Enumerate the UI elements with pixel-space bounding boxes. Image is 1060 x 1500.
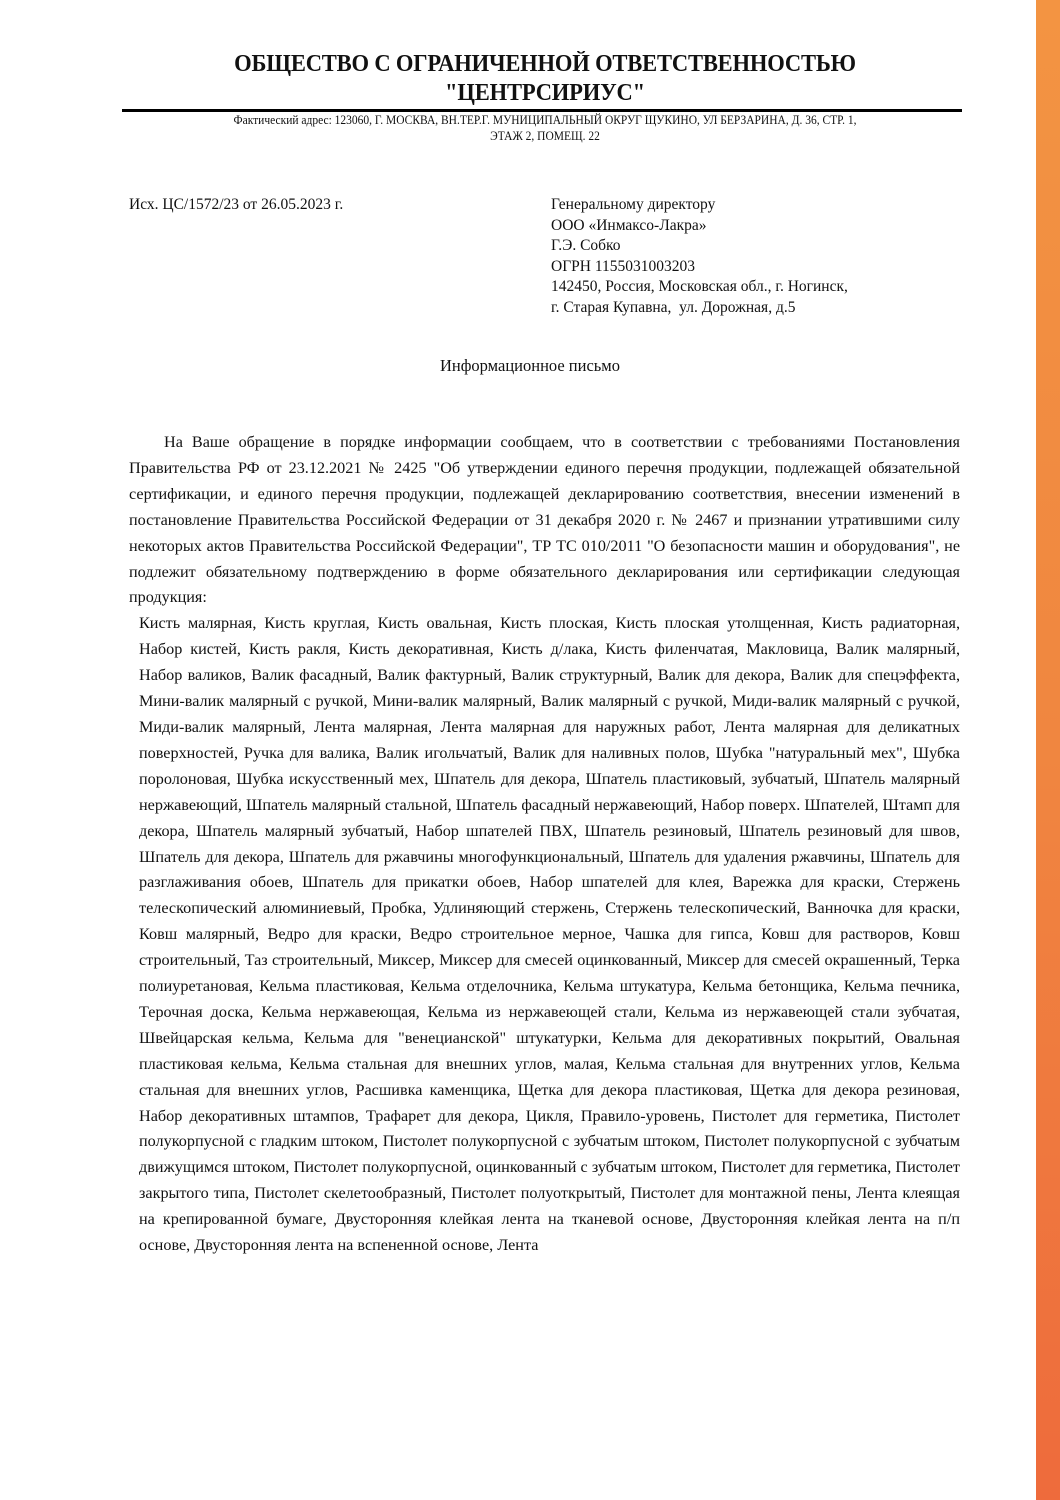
recipient-address-line2: г. Старая Купавна, ул. Дорожная, д.5 bbox=[551, 298, 796, 316]
intro-paragraph: На Ваше обращение в порядке информации сообщаем, что в соответствии с требованиями Постановления Правительства РФ от 23.12.2021 № 2425 "Об утверждении единого перечня продукции, подлежащей обязательной сертификации, и единого перечня продукции, подлежащей декларированию соответствия, внесении изменений в постановление Правительства Российской Федерации от 31 декабря 2020 г. № 2467 и признании утратившими силу некоторых актов Правительства Российской Федерации", ТР ТС 010/2011 "О безопасности машин и оборудования", не подлежит обязательному подтверждению в форме обязательного декларирования или сертификации следующая продукция: bbox=[129, 433, 960, 607]
letter-body bbox=[129, 430, 960, 1259]
recipient-ogrn: ОГРН 1155031003203 bbox=[551, 257, 696, 275]
address-line1: Фактический адрес: 123060, Г. МОСКВА, ВН.ТЕР.Г. МУНИЦИПАЛЬНЫЙ ОКРУГ ЩУКИНО, УЛ БЕРЗАРИНА, Д. 36, СТР. 1, bbox=[233, 113, 857, 127]
recipient-name: Г.Э. Собко bbox=[551, 237, 621, 254]
organization-name-line2: "ЦЕНТРСИРИУС" bbox=[445, 80, 645, 106]
recipient-position: Генеральному директору bbox=[551, 196, 716, 213]
organization-name-line1: ОБЩЕСТВО С ОГРАНИЧЕННОЙ ОТВЕТСТВЕННОСТЬЮ bbox=[234, 51, 856, 77]
product-list: Кисть малярная, Кисть круглая, Кисть овальная, Кисть плоская, Кисть плоская утолщенная, Кисть радиаторная, Набор кистей, Кисть ракля, Кисть декоративная, Кисть д/лака, Кисть филенчатая, Макловица, Валик малярный, Набор валиков, Валик фасадный, Валик фактурный, Валик структурный, Валик для декора, Валик для спецэффекта, Мини-валик малярный с ручкой, Мини-валик малярный, Валик малярный с ручкой, Миди-валик малярный с ручкой, Миди-валик малярный, Лента малярная, Лента малярная для наружных работ, Лента малярная для деликатных поверхностей, Ручка для валика, Валик игольчатый, Валик для наливных полов, Шубка "натуральный мех", Шубка поролоновая, Шубка искусственный мех, Шпатель для декора, Шпатель пластиковый, зубчатый, Шпатель малярный нержавеющий, Шпатель малярный стальной, Шпатель фасадный нержавеющий, Набор поверх. Шпателей, Штамп для декора, Шпатель малярный зубчатый, Набор шпателей ПВХ, Шпатель резиновый, Шпатель резиновый для швов, Шпатель для декора, Шпатель для ржавчины многофункциональный, Шпатель для удаления ржавчины, Шпатель для разглаживания обоев, Шпатель для прикатки обоев, Набор шпателей для клея, Варежка для краски, Стержень телескопический алюминиевый, Пробка, Удлиняющий стержень, Стержень телескопический, Ванночка для краски, Ковш малярный, Ведро для краски, Ведро строительное мерное, Чашка для гипса, Ковш для растворов, Ковш строительный, Таз строительный, Миксер, Миксер для смесей оцинкованный, Миксер для смесей окрашенный, Терка полиуретановая, Кельма пластиковая, Кельма отделочника, Кельма штукатура, Кельма бетонщика, Кельма печника, Терочная доска, Кельма нержавеющая, Кельма из нержавеющей стали, Кельма из нержавеющей стали зубчатая, Швейцарская кельма, Кельма для "венецианской" штукатурки, Кельма для декоративных покрытий, Овальная пластиковая кельма, Кельма стальная для внешних углов, малая, Кельма стальная для внутренних углов, Кельма стальная для внешних углов, Расшивка каменщика, Щетка для декора пластиковая, Щетка для декора резиновая, Набор декоративных штампов, Трафарет для декора, Цикля, Правило-уровень, Пистолет для герметика, Пистолет полукорпусной с гладким штоком, Пистолет полукорпусной с зубчатым штоком, Пистолет полукорпусной с зубчатым движущимся штоком, Пистолет полукорпусной, оцинкованный с зубчатым штоком, Пистолет для герметика, Пистолет закрытого типа, Пистолет скелетообразный, Пистолет полуоткрытый, Пистолет для монтажной пены, Лента клеящая на крепированной бумаге, Двусторонняя клейкая лента на тканевой основе, Двусторонняя клейкая лента на п/п основе, Двусторонняя лента на вспененной основе, Лента bbox=[139, 614, 960, 1255]
recipient-block bbox=[551, 195, 848, 318]
organization-name bbox=[146, 50, 945, 108]
accent-stripe bbox=[1036, 0, 1060, 1500]
address-line2: ЭТАЖ 2, ПОМЕЩ. 22 bbox=[490, 129, 600, 143]
recipient-address-line1: 142450, Россия, Московская обл., г. Ногинск, bbox=[551, 278, 848, 295]
document-title: Информационное письмо bbox=[439, 356, 620, 375]
organization-address bbox=[154, 112, 936, 144]
outgoing-reference: Исх. ЦС/1572/23 от 26.05.2023 г. bbox=[129, 196, 344, 213]
recipient-company: ООО «Инмаксо-Лакра» bbox=[551, 216, 707, 234]
